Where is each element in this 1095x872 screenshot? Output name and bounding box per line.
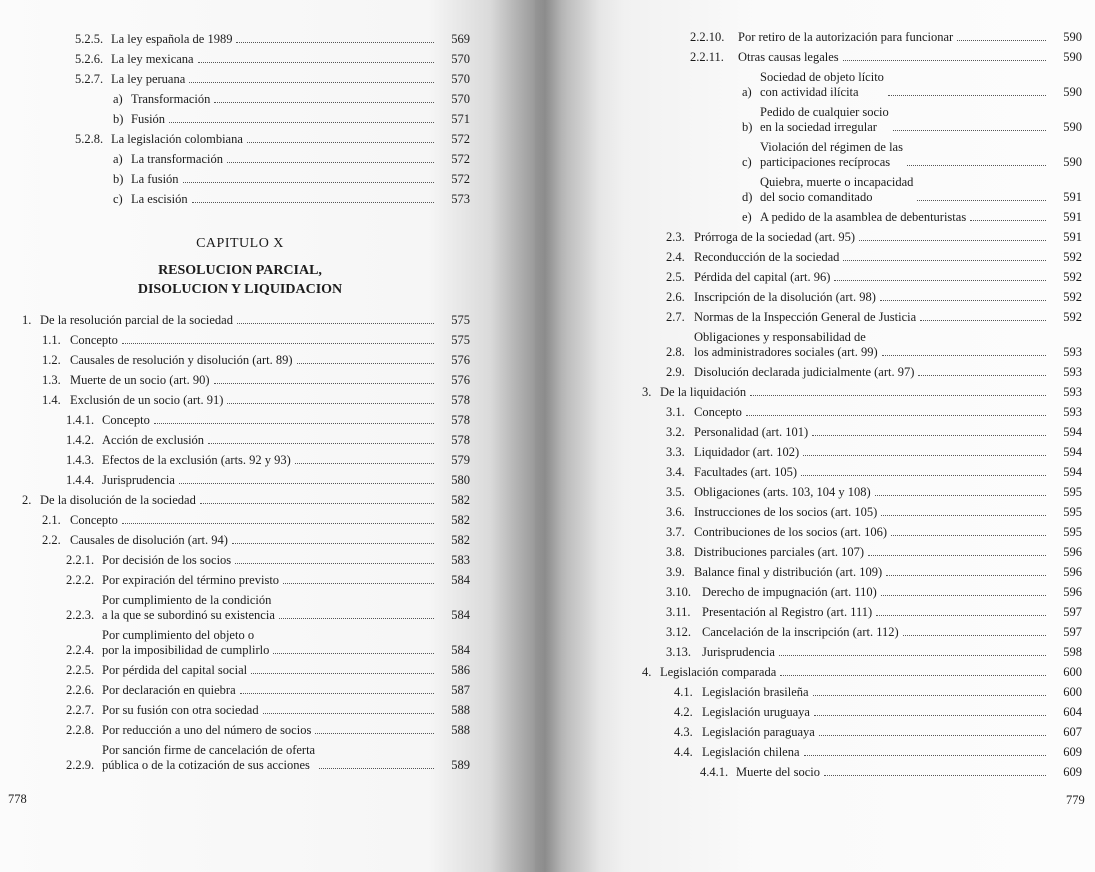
- leader-dots: [843, 260, 1046, 261]
- toc-entry-title: La escisión: [131, 192, 188, 206]
- leader-dots: [957, 40, 1046, 41]
- toc-entry-title: De la resolución parcial de la sociedad: [40, 313, 233, 327]
- toc-entry-title: Por decisión de los socios: [102, 553, 232, 567]
- toc-entry-title: Concepto: [694, 405, 742, 419]
- toc-entry: [0, 725, 1082, 740]
- toc-entry: [0, 365, 1082, 380]
- toc-entry-number: 3.4.: [666, 465, 685, 479]
- toc-entry-title: Legislación brasileña: [702, 685, 809, 699]
- toc-entry: [0, 625, 1082, 640]
- toc-entry-page: 594: [1063, 465, 1082, 479]
- toc-entry-number: 1.3.: [42, 373, 61, 387]
- toc-entry-page: 582: [451, 533, 470, 547]
- toc-entry-title: La fusión: [131, 172, 179, 186]
- toc-entry-number: b): [742, 120, 753, 134]
- chapter-title-line2: DISOLUCION Y LIQUIDACION: [137, 282, 343, 297]
- toc-entry-page: 572: [451, 172, 470, 186]
- leader-dots: [920, 320, 1046, 321]
- leader-dots: [876, 615, 1046, 616]
- toc-entry-title: Balance final y distribución (art. 109): [694, 565, 883, 579]
- toc-entry-number: 3.2.: [666, 425, 685, 439]
- toc-entry-page: 604: [1063, 705, 1082, 719]
- toc-entry-number: 1.4.1.: [66, 413, 95, 427]
- toc-entry-title: Derecho de impugnación (art. 110): [702, 585, 877, 599]
- toc-entry-number: 2.2.4.: [66, 643, 95, 657]
- toc-entry-number: 3.11.: [666, 605, 691, 619]
- leader-dots: [881, 595, 1046, 596]
- toc-entry-page: 586: [451, 663, 470, 677]
- toc-entry-number: 4.: [642, 665, 652, 679]
- toc-entry-page: 595: [1063, 505, 1082, 519]
- toc-entry-page: 578: [451, 433, 470, 447]
- toc-entry-title: participaciones recíprocas: [760, 155, 891, 169]
- leader-dots: [779, 655, 1046, 656]
- chapter-title-line1: RESOLUCION PARCIAL,: [158, 263, 322, 278]
- toc-entry-title: Por retiro de la autorización para funcionar: [738, 30, 954, 44]
- toc-entry-page: 607: [1063, 725, 1082, 739]
- toc-entry-number: 2.4.: [666, 250, 685, 264]
- leader-dots: [970, 220, 1046, 221]
- leader-dots: [843, 60, 1046, 61]
- leader-dots: [875, 495, 1046, 496]
- leader-dots: [780, 675, 1046, 676]
- toc-entry-title-line1: Violación del régimen de las: [760, 140, 903, 154]
- toc-entry-title: Muerte de un socio (art. 90): [70, 373, 210, 387]
- toc-entry-number: 3.1.: [666, 405, 685, 419]
- toc-entry-page: 576: [451, 373, 470, 387]
- toc-entry: [0, 70, 1082, 100]
- leader-dots: [803, 455, 1046, 456]
- toc-entry: [0, 50, 1082, 65]
- toc-entry: [0, 445, 1082, 460]
- toc-entry-number: 4.4.: [674, 745, 693, 759]
- toc-entry-page: 596: [1063, 545, 1082, 559]
- toc-entry-title: Otras causas legales: [738, 50, 839, 64]
- toc-entry-title: con actividad ilícita: [760, 85, 859, 99]
- toc-entry-title: por la imposibilidad de cumplirlo: [102, 643, 270, 657]
- toc-entry-number: 1.1.: [42, 333, 61, 347]
- toc-entry-number: 2.: [22, 493, 32, 507]
- toc-entry-number: c): [113, 192, 123, 206]
- toc-entry-number: 3.7.: [666, 525, 685, 539]
- leader-dots: [903, 635, 1046, 636]
- leader-dots: [880, 300, 1046, 301]
- toc-entry-number: 2.2.9.: [66, 758, 95, 772]
- toc-entry-page: 591: [1063, 230, 1082, 244]
- toc-entry-page: 600: [1063, 665, 1082, 679]
- toc-entry-title: De la liquidación: [660, 385, 747, 399]
- toc-entry-title: La ley española de 1989: [111, 32, 233, 46]
- toc-entry-title: Prórroga de la sociedad (art. 95): [694, 230, 856, 244]
- toc-entry-page: 592: [1063, 290, 1082, 304]
- toc-entry-title: Legislación paraguaya: [702, 725, 815, 739]
- toc-entry-page: 570: [451, 92, 470, 106]
- leader-dots: [893, 130, 1046, 131]
- toc-entry: [0, 270, 1082, 285]
- toc-entry-title: A pedido de la asamblea de debenturistas: [760, 210, 967, 224]
- leader-dots: [868, 555, 1046, 556]
- toc-entry-title: De la disolución de la sociedad: [40, 493, 196, 507]
- toc-entry-title: Acción de exclusión: [102, 433, 205, 447]
- toc-entry-number: 2.2.7.: [66, 703, 95, 717]
- leader-dots: [859, 240, 1046, 241]
- toc-entry-title: Personalidad (art. 101): [694, 425, 809, 439]
- toc-entry-page: 593: [1063, 405, 1082, 419]
- toc-entry-page: 595: [1063, 525, 1082, 539]
- toc-entry-title: Concepto: [102, 413, 150, 427]
- leader-dots: [819, 735, 1046, 736]
- toc-entry-title: del socio comanditado: [760, 190, 873, 204]
- toc-entry: [0, 685, 1082, 700]
- toc-entry-title: Disolución declarada judicialmente (art. 97): [694, 365, 915, 379]
- toc-entry-number: 3.8.: [666, 545, 685, 559]
- toc-entry-number: 2.2.: [42, 533, 61, 547]
- toc-entry-number: 3.9.: [666, 565, 685, 579]
- toc-entry-page: 592: [1063, 250, 1082, 264]
- toc-entry: [0, 230, 1082, 245]
- toc-entry: [0, 105, 1082, 135]
- toc-entry-page: 596: [1063, 565, 1082, 579]
- toc-entry-title: Instrucciones de los socios (art. 105): [694, 505, 878, 519]
- toc-entry-title-line1: Por sanción firme de cancelación de oferta: [102, 743, 316, 757]
- toc-entry-number: 2.6.: [666, 290, 685, 304]
- toc-entry-number: 2.2.3.: [66, 608, 95, 622]
- toc-entry-title: Cancelación de la inscripción (art. 112): [702, 625, 899, 639]
- toc-entry-title: Pérdida del capital (art. 96): [694, 270, 831, 284]
- toc-entry: [0, 30, 1082, 45]
- leader-dots: [834, 280, 1046, 281]
- toc-entry-title: Por pérdida del capital social: [102, 663, 248, 677]
- toc-entry-page: 588: [451, 723, 470, 737]
- toc-entry: [0, 465, 1082, 480]
- toc-entry-title: Por su fusión con otra sociedad: [102, 703, 259, 717]
- toc-entry-number: 2.1.: [42, 513, 61, 527]
- toc-entry-title: Contribuciones de los socios (art. 106): [694, 525, 888, 539]
- toc-entry-title: Liquidador (art. 102): [694, 445, 800, 459]
- toc-entry-page: 582: [451, 493, 470, 507]
- toc-entry-page: 578: [451, 413, 470, 427]
- leader-dots: [888, 95, 1046, 96]
- toc-entry-title: La transformación: [131, 152, 223, 166]
- toc-entry-title: Facultades (art. 105): [694, 465, 798, 479]
- toc-entry-number: 2.2.5.: [66, 663, 95, 677]
- toc-entry: [0, 645, 1082, 660]
- toc-entry-page: 587: [451, 683, 470, 697]
- toc-entry-page: 594: [1063, 425, 1082, 439]
- toc-entry-page: 588: [451, 703, 470, 717]
- toc-entry-title-line1: Quiebra, muerte o incapacidad: [760, 175, 914, 189]
- toc-entry-title: La legislación colombiana: [111, 132, 243, 146]
- toc-entry-title: Legislación chilena: [702, 745, 800, 759]
- leader-dots: [882, 355, 1046, 356]
- toc-entry-page: 590: [1063, 85, 1082, 99]
- toc-entry-page: 595: [1063, 485, 1082, 499]
- toc-entry: [0, 405, 1082, 420]
- toc-entry-page: 575: [451, 333, 470, 347]
- toc-entry-title: Jurisprudencia: [102, 473, 175, 487]
- toc-entry-number: 5.2.6.: [75, 52, 104, 66]
- toc-entry-number: 2.2.10.: [690, 30, 725, 44]
- toc-entry-number: a): [742, 85, 752, 99]
- toc-entry-number: 2.2.8.: [66, 723, 95, 737]
- toc-entry-number: 2.7.: [666, 310, 685, 324]
- leader-dots: [801, 475, 1046, 476]
- toc-entry-page: 576: [451, 353, 470, 367]
- toc-entry: [0, 485, 1082, 500]
- toc-entry-title: Efectos de la exclusión (arts. 92 y 93): [102, 453, 291, 467]
- toc-entry-page: 590: [1063, 30, 1082, 44]
- toc-entry: [0, 605, 1082, 620]
- toc-entry-number: 5.2.7.: [75, 72, 104, 86]
- toc-entry-page: 593: [1063, 345, 1082, 359]
- toc-entry-title-line1: Obligaciones y responsabilidad de: [694, 330, 866, 344]
- leader-dots: [814, 715, 1046, 716]
- toc-entry-title: Por reducción a uno del número de socios: [102, 723, 312, 737]
- leader-dots: [918, 375, 1046, 376]
- toc-entry-title-line1: Sociedad de objeto lícito: [760, 70, 884, 84]
- toc-entry-page: 609: [1063, 745, 1082, 759]
- toc-entry-title: Normas de la Inspección General de Justicia: [694, 310, 917, 324]
- toc-entry: [0, 745, 1082, 760]
- page-number-left: 778: [8, 792, 27, 806]
- toc-entry-title: Reconducción de la sociedad: [694, 250, 840, 264]
- toc-entry-number: 2.2.6.: [66, 683, 95, 697]
- toc-entry-title-line1: Pedido de cualquier socio: [760, 105, 889, 119]
- leader-dots: [812, 435, 1046, 436]
- toc-entry-title: Fusión: [131, 112, 166, 126]
- toc-entry-page: 600: [1063, 685, 1082, 699]
- toc-entry-page: 597: [1063, 605, 1082, 619]
- toc-entry-page: 580: [451, 473, 470, 487]
- toc-entry-page: 591: [1063, 190, 1082, 204]
- chapter-label: CAPITULO X: [196, 236, 284, 251]
- toc-entry: [0, 290, 1082, 305]
- toc-entry-number: 1.4.3.: [66, 453, 95, 467]
- toc-entry: [0, 330, 1082, 360]
- toc-entry-page: 579: [451, 453, 470, 467]
- toc-entry: [0, 765, 1082, 780]
- toc-entry: [0, 385, 1082, 400]
- toc-entry-page: 584: [451, 573, 470, 587]
- toc-entry-number: 3.: [642, 385, 652, 399]
- toc-entry-title: Exclusión de un socio (art. 91): [70, 393, 224, 407]
- toc-entry-title-line1: Por cumplimiento del objeto o: [102, 628, 255, 642]
- toc-entry-title: pública o de la cotización de sus acciones: [102, 758, 310, 772]
- toc-entry: [0, 705, 1082, 720]
- toc-entry-page: 583: [451, 553, 470, 567]
- toc-entry-number: 4.2.: [674, 705, 693, 719]
- toc-entry: [0, 665, 1082, 680]
- toc-entry-number: 1.2.: [42, 353, 61, 367]
- leader-dots: [813, 695, 1046, 696]
- toc-entry: [0, 140, 1082, 170]
- toc-entry-number: 3.12.: [666, 625, 691, 639]
- toc-entry-title: Obligaciones (arts. 103, 104 y 108): [694, 485, 871, 499]
- toc-entry-title: Muerte del socio: [736, 765, 821, 779]
- toc-entry-number: 2.2.2.: [66, 573, 95, 587]
- toc-entry: [0, 505, 1082, 520]
- toc-entry: [0, 525, 1082, 540]
- leader-dots: [746, 415, 1046, 416]
- toc-entry-page: 593: [1063, 365, 1082, 379]
- toc-entry-title: los administradores sociales (art. 99): [694, 345, 878, 359]
- toc-entry-page: 594: [1063, 445, 1082, 459]
- toc-entry-number: 2.9.: [666, 365, 685, 379]
- toc-right-main: [0, 30, 1085, 785]
- toc-entry-number: 1.4.2.: [66, 433, 95, 447]
- toc-entry-title: Causales de disolución (art. 94): [70, 533, 228, 547]
- toc-entry: [0, 565, 1082, 580]
- toc-entry-page: 572: [451, 132, 470, 146]
- toc-entry-title: en la sociedad irregular: [760, 120, 877, 134]
- toc-entry-title: Distribuciones parciales (art. 107): [694, 545, 865, 559]
- toc-entry-title: La ley mexicana: [111, 52, 194, 66]
- toc-entry-number: 1.4.: [42, 393, 61, 407]
- toc-entry-title: Legislación comparada: [660, 665, 777, 679]
- toc-entry-number: c): [742, 155, 752, 169]
- toc-entry-page: 584: [451, 643, 470, 657]
- toc-entry-page: 589: [451, 758, 470, 772]
- toc-entry-number: 4.3.: [674, 725, 693, 739]
- toc-entry-title: Concepto: [70, 333, 118, 347]
- toc-entry-page: 593: [1063, 385, 1082, 399]
- toc-entry-title: Inscripción de la disolución (art. 98): [694, 290, 876, 304]
- toc-entry: [0, 210, 1082, 225]
- toc-entry-number: 3.5.: [666, 485, 685, 499]
- leader-dots: [907, 165, 1046, 166]
- toc-entry-number: 2.3.: [666, 230, 685, 244]
- toc-entry-number: 2.2.11.: [690, 50, 724, 64]
- toc-entry-number: 2.5.: [666, 270, 685, 284]
- toc-entry-page: 575: [451, 313, 470, 327]
- toc-entry-number: 3.10.: [666, 585, 691, 599]
- toc-entry-title: Jurisprudencia: [702, 645, 775, 659]
- toc-entry-page: 590: [1063, 50, 1082, 64]
- toc-entry-number: 5.2.5.: [75, 32, 104, 46]
- toc-entry-page: 572: [451, 152, 470, 166]
- toc-entry-title: Transformación: [131, 92, 211, 106]
- toc-entry-page: 570: [451, 52, 470, 66]
- toc-entry: [0, 310, 1082, 325]
- toc-entry-number: 4.4.1.: [700, 765, 729, 779]
- toc-entry-page: 609: [1063, 765, 1082, 779]
- toc-entry-number: 1.: [22, 313, 32, 327]
- toc-entry-page: 584: [451, 608, 470, 622]
- toc-entry-number: 1.4.4.: [66, 473, 95, 487]
- toc-entry: [0, 250, 1082, 265]
- toc-entry-page: 571: [451, 112, 470, 126]
- leader-dots: [824, 775, 1046, 776]
- toc-entry-page: 570: [451, 72, 470, 86]
- leader-dots: [804, 755, 1046, 756]
- toc-entry-number: 2.8.: [666, 345, 685, 359]
- toc-entry-title: Por expiración del término previsto: [102, 573, 280, 587]
- toc-entry: [0, 425, 1082, 440]
- toc-entry-page: 573: [451, 192, 470, 206]
- toc-entry-title-line1: Por cumplimiento de la condición: [102, 593, 272, 607]
- toc-entry-title: Legislación uruguaya: [702, 705, 810, 719]
- toc-entry-title: La ley peruana: [111, 72, 186, 86]
- toc-entry: [0, 175, 1082, 205]
- leader-dots: [917, 200, 1046, 201]
- toc-entry-number: b): [113, 172, 124, 186]
- toc-entry-page: 592: [1063, 310, 1082, 324]
- toc-entry-page: 592: [1063, 270, 1082, 284]
- toc-entry-title: Concepto: [70, 513, 118, 527]
- leader-dots: [750, 395, 1046, 396]
- leader-dots: [886, 575, 1046, 576]
- toc-entry-title: Por declaración en quiebra: [102, 683, 236, 697]
- toc-entry-page: 569: [451, 32, 470, 46]
- toc-entry-number: a): [113, 92, 123, 106]
- toc-entry-page: 578: [451, 393, 470, 407]
- toc-entry-number: b): [113, 112, 124, 126]
- toc-entry-page: 598: [1063, 645, 1082, 659]
- toc-entry-number: e): [742, 210, 752, 224]
- toc-entry-number: 4.1.: [674, 685, 693, 699]
- toc-entry-title: a la que se subordinó su existencia: [102, 608, 275, 622]
- leader-dots: [881, 515, 1046, 516]
- toc-entry-number: 3.13.: [666, 645, 691, 659]
- toc-entry-page: 591: [1063, 210, 1082, 224]
- toc-entry-page: 597: [1063, 625, 1082, 639]
- toc-entry-page: 590: [1063, 120, 1082, 134]
- toc-entry-number: a): [113, 152, 123, 166]
- toc-entry-number: d): [742, 190, 753, 204]
- toc-entry: [0, 585, 1082, 600]
- toc-entry-page: 582: [451, 513, 470, 527]
- toc-entry-page: 590: [1063, 155, 1082, 169]
- toc-entry-title: Causales de resolución y disolución (art. 89): [70, 353, 293, 367]
- leader-dots: [891, 535, 1046, 536]
- toc-entry-number: 2.2.1.: [66, 553, 95, 567]
- page-number-right: 779: [1066, 793, 1085, 807]
- toc-entry-title: Presentación al Registro (art. 111): [702, 605, 873, 619]
- toc-entry-number: 3.3.: [666, 445, 685, 459]
- toc-entry-page: 596: [1063, 585, 1082, 599]
- toc-entry-number: 3.6.: [666, 505, 685, 519]
- toc-entry-number: 5.2.8.: [75, 132, 104, 146]
- toc-entry: [0, 545, 1082, 560]
